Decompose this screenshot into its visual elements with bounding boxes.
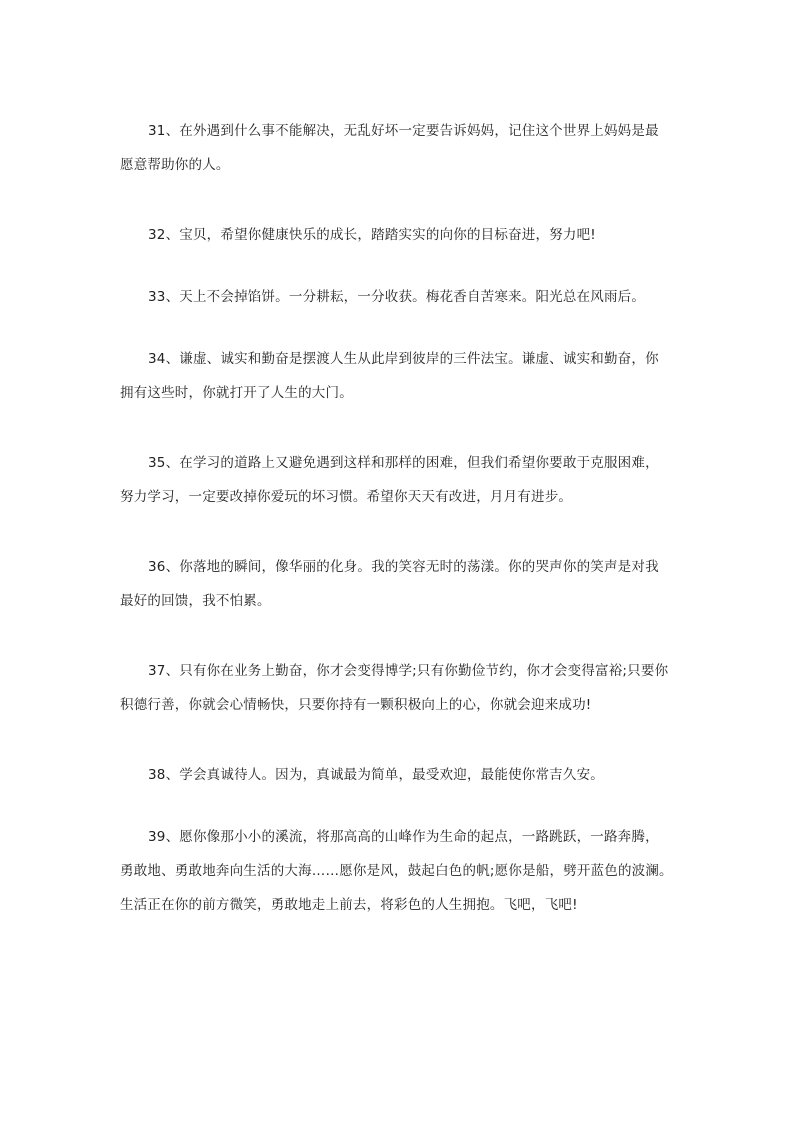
paragraph-38 bbox=[120, 758, 680, 792]
paragraph-32 bbox=[120, 218, 680, 252]
paragraph-line: 拥有这些时，你就打开了人生的大门。 bbox=[120, 385, 353, 401]
paragraph-line: 34、谦虚、诚实和勤奋是摆渡人生从此岸到彼岸的三件法宝。谦虚、诚实和勤奋，你 bbox=[148, 351, 659, 367]
paragraph-line: 生活正在你的前方微笑，勇敢地走上前去，将彩色的人生拥抱。飞吧，飞吧! bbox=[120, 897, 578, 913]
paragraph-31 bbox=[120, 114, 680, 182]
paragraph-line: 32、宝贝，希望你健康快乐的成长，踏踏实实的向你的目标奋进，努力吧! bbox=[148, 227, 596, 243]
paragraph-line: 33、天上不会掉馅饼。一分耕耘，一分收获。梅花香自苦寒来。阳光总在风雨后。 bbox=[148, 289, 646, 305]
paragraph-line: 36、你落地的瞬间，像华丽的化身。我的笑容无时的荡漾。你的哭声你的笑声是对我 bbox=[148, 559, 659, 575]
paragraph-line: 努力学习，一定要改掉你爱玩的坏习惯。希望你天天有改进，月月有进步。 bbox=[120, 489, 573, 505]
paragraph-line: 勇敢地、勇敢地奔向生活的大海……愿你是风，鼓起白色的帆;愿你是船，劈开蓝色的波澜。 bbox=[120, 863, 673, 879]
paragraph-line: 愿意帮助你的人。 bbox=[120, 157, 230, 173]
paragraph-line: 37、只有你在业务上勤奋，你才会变得博学;只有你勤俭节约，你才会变得富裕;只要你 bbox=[148, 663, 669, 679]
paragraph-35 bbox=[120, 446, 680, 514]
paragraph-line: 最好的回馈，我不怕累。 bbox=[120, 593, 271, 609]
paragraph-39 bbox=[120, 820, 680, 922]
paragraph-line: 35、在学习的道路上又避免遇到这样和那样的困难，但我们希望你要敢于克服困难， bbox=[148, 455, 659, 471]
paragraph-37 bbox=[120, 654, 680, 722]
paragraph-line: 39、愿你像那小小的溪流，将那高高的山峰作为生命的起点，一路跳跃，一路奔腾， bbox=[148, 829, 659, 845]
paragraph-36 bbox=[120, 550, 680, 618]
paragraph-line: 38、学会真诚待人。因为，真诚最为简单，最受欢迎，最能使你常吉久安。 bbox=[148, 767, 604, 783]
paragraph-line: 31、在外遇到什么事不能解决，无乱好坏一定要告诉妈妈，记住这个世界上妈妈是最 bbox=[148, 123, 659, 139]
document-body bbox=[120, 114, 680, 958]
paragraph-line: 积德行善，你就会心情畅快，只要你持有一颗积极向上的心，你就会迎来成功! bbox=[120, 697, 592, 713]
paragraph-33 bbox=[120, 280, 680, 314]
paragraph-34 bbox=[120, 342, 680, 410]
